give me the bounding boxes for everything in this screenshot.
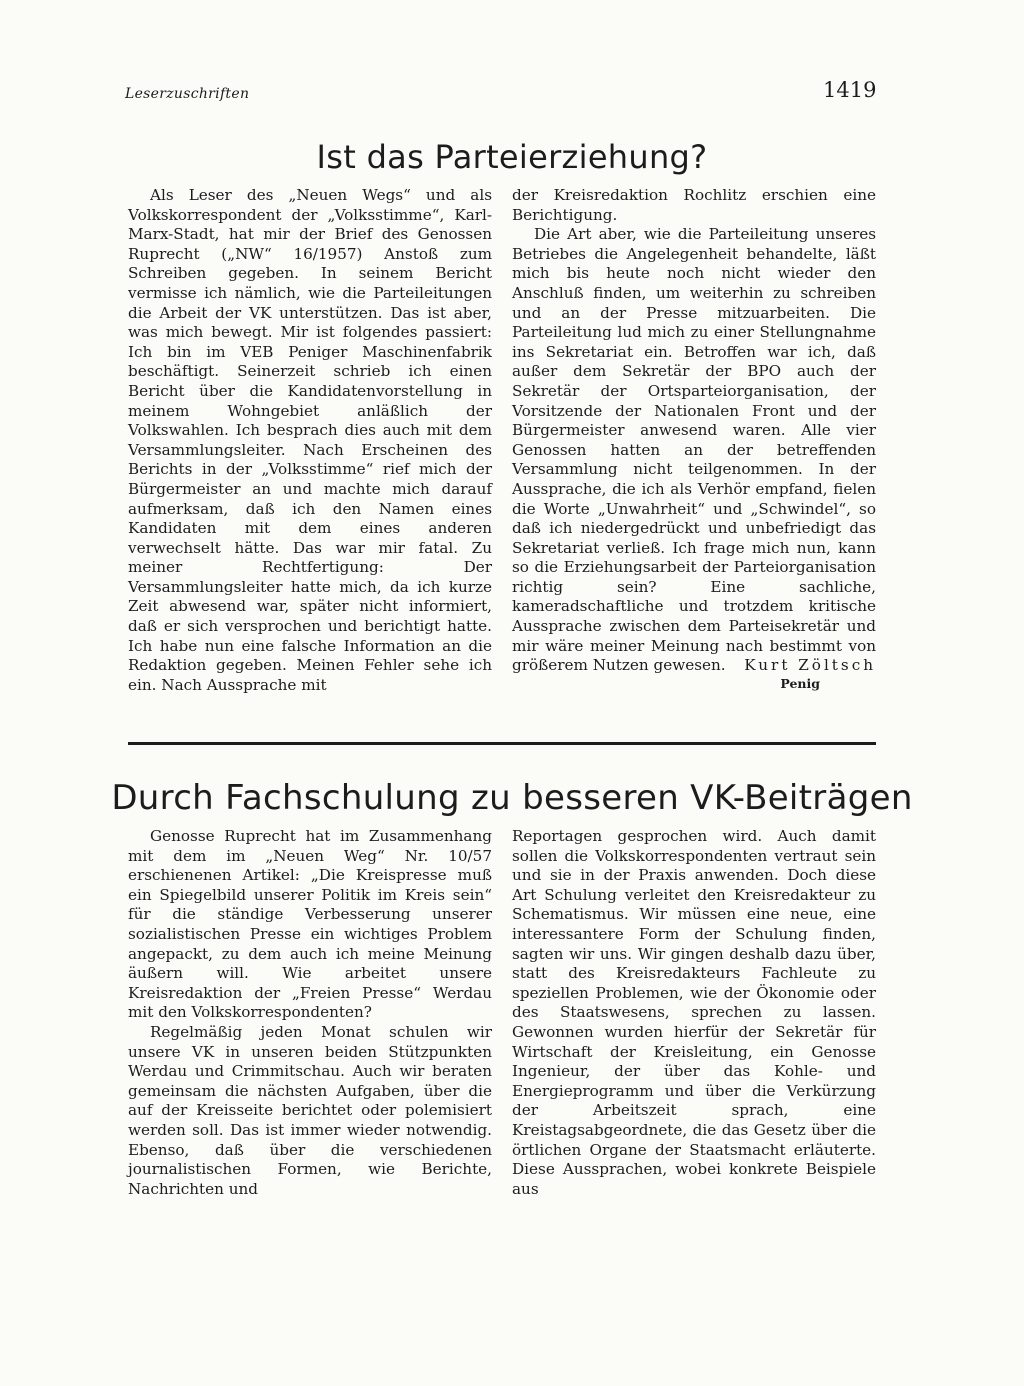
article-2-paragraph-2: Regelmäßig jeden Monat schulen wir unsere VK in unseren beiden Stützpunkten Werdau und Crimmitschau. Auch wir beraten gemeinsam die nächsten Aufgaben, über die auf der Kreisseite berichtet oder polemisiert werden soll. Das ist immer wieder notwendig. Ebenso, daß über die verschiedenen journalistischen Formen, wie Berichte, Nachrichten und	[128, 1022, 492, 1198]
page-number: 1419	[823, 78, 877, 102]
article-2-left-column	[128, 827, 492, 1199]
article-1-left-column	[128, 186, 492, 695]
running-head: Leserzuschriften	[125, 86, 250, 102]
article-1-continuation: der Kreisredaktion Rochlitz erschien eine Berichtigung.	[512, 186, 876, 224]
article-1-author: Kurt Zöltsch	[744, 656, 876, 675]
article-1-place: Penig	[780, 675, 820, 691]
article-1-paragraph-2: Die Art aber, wie die Parteileitung unseres Betriebes die Angelegenheit behandelte, läßt mich bis heute noch nicht wieder den Anschluß finden, um weiterhin zu schreiben und an der Presse mitzuarbeiten. Die Parteileitung lud mich zu einer Stellungnahme ins Sekretariat ein. Betroffen war ich, daß außer dem Sekretär der BPO auch der Sekretär der Ortsparteiorganisation, der Vorsitzende der Nationalen Front und der Bürgermeister anwesend waren. Alle vier Genossen hatten an der betreffenden Versammlung nicht teilgenommen. In der Aussprache, die ich als Verhör empfand, fielen die Worte „Unwahrheit“ und „Schwindel“, so daß ich niedergedrückt und unbefriedigt das Sekretariat verließ. Ich frage mich nun, kann so die Erziehungsarbeit der Parteiorganisation richtig sein? Eine sachliche, kameradschaftliche und trotzdem kritische Aussprache zwischen dem Parteisekretär und mir wäre meiner Meinung nach bestimmt von größerem Nutzen gewesen.	[512, 225, 876, 675]
article-2-title: Durch Fachschulung zu besseren VK-Beiträgen	[111, 778, 913, 818]
article-divider	[128, 742, 876, 745]
article-2-right-column	[512, 827, 876, 1199]
article-2-paragraph-1: Genosse Ruprecht hat im Zusammenhang mit dem im „Neuen Weg“ Nr. 10/57 erschienenen Artikel: „Die Kreispresse muß ein Spiegelbild unserer Politik im Kreis sein“ für die ständige Verbesserung unserer sozialistischen Presse ein wichtiges Problem angepackt, zu dem auch ich meine Meinung äußern will. Wie arbeitet unsere Kreisredaktion der „Freien Presse“ Werdau mit den Volkskorrespondenten?	[128, 827, 492, 1022]
article-1-title: Ist das Parteierziehung?	[316, 138, 708, 176]
article-2-continuation: Reportagen gesprochen wird. Auch damit sollen die Volkskorrespondenten vertraut sein und sie in der Praxis anwenden. Doch diese Art Schulung verleitet den Kreisredakteur zu Schematismus. Wir müssen eine neue, eine interessantere Form der Schulung finden, sagten wir uns. Wir gingen deshalb dazu über, statt des Kreisredakteurs Fachleute zu speziellen Problemen, wie der Ökonomie oder des Staatswesens, sprechen zu lassen. Gewonnen wurden hierfür der Sekretär für Wirtschaft der Kreisleitung, ein Genosse Ingenieur, der über das Kohle- und Energieprogramm und über die Verkürzung der Arbeitszeit sprach, eine Kreistagsabgeordnete, die das Gesetz über die örtlichen Organe der Staatsmacht erläuterte. Diese Aussprachen, wobei konkrete Beispiele aus	[512, 827, 876, 1198]
article-1-paragraph-1: Als Leser des „Neuen Wegs“ und als Volkskorrespondent der „Volksstimme“, Karl-Marx-Stadt, hat mir der Brief des Genossen Ruprecht („NW“ 16/1957) Anstoß zum Schreiben gegeben. In seinem Bericht vermisse ich nämlich, wie die Parteileitungen die Arbeit der VK unterstützen. Das ist aber, was mich bewegt. Mir ist folgendes passiert: Ich bin im VEB Peniger Maschinenfabrik beschäftigt. Seinerzeit schrieb ich einen Bericht über die Kandidatenvorstellung in meinem Wohngebiet anläßlich der Volkswahlen. Ich besprach dies auch mit dem Versammlungsleiter. Nach Erscheinen des Berichts in der „Volksstimme“ rief mich der Bürgermeister an und machte mich darauf aufmerksam, daß ich den Namen eines Kandidaten mit dem eines anderen verwechselt hätte. Das war mir fatal. Zu meiner Rechtfertigung: Der Versammlungsleiter hatte mich, da ich kurze Zeit abwesend war, später nicht informiert, daß er sich versprochen und berichtigt hatte. Ich habe nun eine falsche Information an die Redaktion gegeben. Meinen Fehler sehe ich ein. Nach Aussprache mit	[128, 186, 492, 694]
article-1-right-column	[512, 186, 876, 692]
